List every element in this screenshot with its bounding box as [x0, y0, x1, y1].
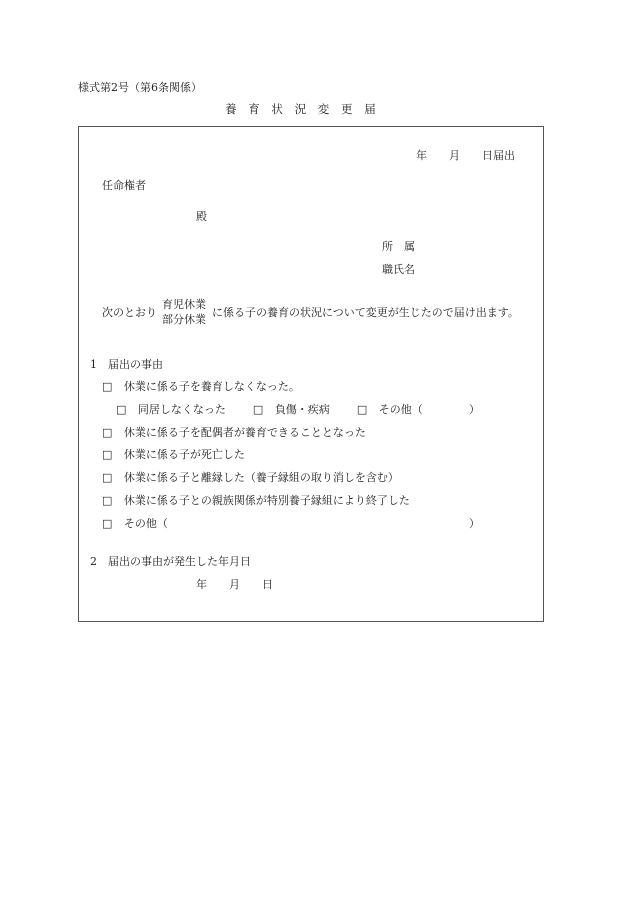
addressee-label: 任命権者	[102, 179, 146, 192]
checkbox-reason-3[interactable]: □	[102, 448, 113, 461]
checkbox-reason-4[interactable]: □	[102, 471, 113, 484]
reason-item-2	[102, 427, 366, 438]
checkbox-reason-2[interactable]: □	[102, 426, 113, 439]
declaration-prefix: 次のとおり	[102, 306, 157, 319]
sub-option-1-label: 同居しなくなった	[137, 403, 226, 416]
submission-date-line: 年 月 日届出	[416, 149, 515, 162]
name-label: 職氏名	[382, 263, 415, 276]
section1-heading: 1 届出の事由	[90, 358, 163, 371]
reason-item-3-label: 休業に係る子が死亡した	[123, 448, 245, 461]
sub-option-3-label: その他（	[378, 403, 423, 416]
leave-type-childcare: 育児休業	[162, 298, 206, 311]
leave-type-partial: 部分休業	[162, 313, 206, 326]
document-title: 養 育 状 況 変 更 届	[225, 102, 376, 116]
declaration-suffix: に係る子の養育の状況について変更が生じたので届け出ます。	[212, 306, 519, 319]
checkbox-sub-2[interactable]: □	[252, 403, 264, 416]
reason-item-5	[102, 495, 410, 506]
section2-heading: 2 届出の事由が発生した年月日	[90, 555, 251, 568]
reason-item-5-label: 休業に係る子との親族関係が特別養子縁組により終了した	[123, 494, 410, 507]
reason-item-4	[102, 472, 399, 483]
reason-item-1-label: 休業に係る子を養育しなくなった。	[123, 380, 300, 393]
form-number-label: 様式第2号（第6条関係）	[78, 81, 202, 94]
checkbox-reason-5[interactable]: □	[102, 494, 113, 507]
sub-close-paren: ）	[469, 403, 480, 416]
reason-sub-options	[116, 404, 423, 415]
checkbox-sub-3[interactable]: □	[356, 403, 368, 416]
reason-item-6-label: その他（	[123, 517, 168, 530]
sub-option-2-label: 負傷・疾病	[274, 403, 330, 416]
reason-item-1	[102, 381, 300, 392]
occurrence-date-line: 年 月 日	[196, 578, 273, 591]
form-frame	[78, 126, 544, 622]
leave-type-stack	[162, 297, 206, 327]
checkbox-reason-1[interactable]: □	[102, 380, 113, 393]
reason-item-3	[102, 449, 245, 460]
reason-item-6	[102, 518, 168, 529]
checkbox-sub-1[interactable]: □	[116, 403, 127, 416]
honorific-tono: 殿	[196, 210, 207, 223]
affiliation-label: 所 属	[382, 240, 415, 253]
reason-item-2-label: 休業に係る子を配偶者が養育できることとなった	[123, 426, 366, 439]
other-close-paren: ）	[469, 517, 480, 530]
checkbox-reason-6[interactable]: □	[102, 517, 113, 530]
reason-item-4-label: 休業に係る子と離縁した（養子縁組の取り消しを含む）	[123, 471, 399, 484]
